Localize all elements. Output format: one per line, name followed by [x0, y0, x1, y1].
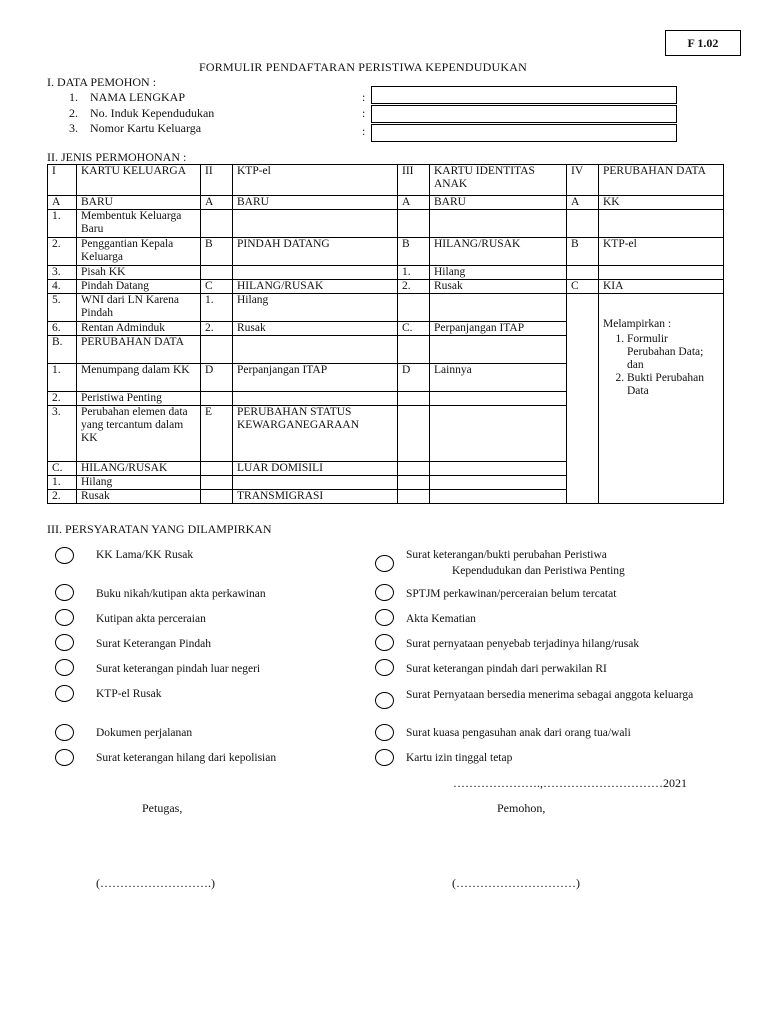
ktp-item-cell — [233, 392, 398, 406]
table-row — [48, 196, 724, 210]
ktp-item-cell — [233, 336, 398, 364]
requirement-checkbox[interactable] — [375, 749, 394, 766]
petugas-name-line: (……………………….) — [96, 876, 215, 890]
field-num: 2. — [69, 106, 78, 120]
requirement-label: Surat Pernyataan bersedia menerima sebagai anggota keluarga — [406, 689, 694, 701]
kia-item-cell: Rusak — [430, 280, 567, 294]
kk-code-cell: 1. — [48, 364, 77, 392]
kia-code-cell: III — [398, 165, 430, 196]
field-colon: : — [362, 90, 366, 104]
kk-code-cell: 2. — [48, 392, 77, 406]
kia-item-cell: HILANG/RUSAK — [430, 238, 567, 266]
ktp-code-cell — [201, 336, 233, 364]
melampirkan-item: 2. Bukti Perubahan Data — [627, 372, 719, 398]
requirement-label: Surat pernyataan penyebab terjadinya hilang/rusak — [406, 638, 640, 650]
requirement-checkbox[interactable] — [55, 659, 74, 676]
kia-item-cell — [430, 406, 567, 462]
table-row — [48, 266, 724, 280]
nik-field[interactable] — [371, 105, 677, 123]
requirement-checkbox[interactable] — [55, 584, 74, 601]
requirement-label: Kutipan akta perceraian — [96, 613, 206, 625]
requirement-label: KK Lama/KK Rusak — [96, 549, 194, 561]
ktp-code-cell: B — [201, 238, 233, 266]
kia-code-cell: D — [398, 364, 430, 392]
nomor-kk-field[interactable] — [371, 124, 677, 142]
pd-code-cell: IV — [567, 165, 599, 196]
requirement-label: Surat Keterangan Pindah — [96, 638, 211, 650]
form-code: F 1.02 — [665, 30, 741, 56]
kia-item-cell — [430, 476, 567, 490]
kk-item-cell: Menumpang dalam KK — [77, 364, 201, 392]
kk-item-cell: PERUBAHAN DATA — [77, 336, 201, 364]
kia-item-cell — [430, 392, 567, 406]
ktp-code-cell: E — [201, 406, 233, 462]
kia-code-cell — [398, 462, 430, 476]
nama-lengkap-label: NAMA LENGKAP — [90, 90, 186, 104]
ktp-code-cell — [201, 210, 233, 238]
kia-item-cell: Hilang — [430, 266, 567, 280]
requirement-label: SPTJM perkawinan/perceraian belum tercatat — [406, 588, 617, 600]
kk-code-cell: 1. — [48, 210, 77, 238]
field-colon: : — [362, 106, 366, 120]
ktp-item-cell — [233, 476, 398, 490]
kk-code-cell: 5. — [48, 294, 77, 322]
kk-item-cell: Penggantian Kepala Keluarga — [77, 238, 201, 266]
melampirkan-cell — [599, 294, 724, 504]
petugas-label: Petugas, — [142, 801, 183, 815]
kia-item-cell — [430, 336, 567, 364]
requirement-label: Surat keterangan hilang dari kepolisian — [96, 752, 277, 764]
requirement-checkbox[interactable] — [375, 659, 394, 676]
kk-item-cell: Hilang — [77, 476, 201, 490]
pemohon-name-line: (…………………………) — [452, 876, 580, 890]
pd-item-cell — [599, 210, 724, 238]
ktp-code-cell: II — [201, 165, 233, 196]
section1-heading: I. DATA PEMOHON : — [47, 75, 157, 89]
pd-item-cell: KIA — [599, 280, 724, 294]
kk-item-cell: KARTU KELUARGA — [77, 165, 201, 196]
pd-item-cell — [599, 266, 724, 280]
requirement-checkbox[interactable] — [55, 749, 74, 766]
kk-code-cell: 6. — [48, 322, 77, 336]
requirement-checkbox[interactable] — [375, 584, 394, 601]
kk-code-cell: C. — [48, 462, 77, 476]
kia-item-cell: Perpanjangan ITAP — [430, 322, 567, 336]
ktp-code-cell — [201, 392, 233, 406]
kk-item-cell: Pindah Datang — [77, 280, 201, 294]
kk-code-cell: 2. — [48, 490, 77, 504]
kk-item-cell: BARU — [77, 196, 201, 210]
kia-code-cell — [398, 210, 430, 238]
ktp-item-cell: Perpanjangan ITAP — [233, 364, 398, 392]
requirement-checkbox[interactable] — [55, 685, 74, 702]
ktp-item-cell: LUAR DOMISILI — [233, 462, 398, 476]
kia-item-cell — [430, 462, 567, 476]
requirement-checkbox[interactable] — [375, 724, 394, 741]
kia-item-cell — [430, 294, 567, 322]
kia-code-cell: 2. — [398, 280, 430, 294]
pd-code-cell — [567, 210, 599, 238]
kk-item-cell: WNI dari LN Karena Pindah — [77, 294, 201, 322]
kk-item-cell: Membentuk Keluarga Baru — [77, 210, 201, 238]
kk-item-cell: Pisah KK — [77, 266, 201, 280]
ktp-code-cell — [201, 490, 233, 504]
date-line: ………………….,…………………………2021 — [453, 776, 687, 790]
kia-item-cell — [430, 210, 567, 238]
requirement-checkbox[interactable] — [375, 692, 394, 709]
requirement-checkbox[interactable] — [55, 724, 74, 741]
field-num: 3. — [69, 121, 78, 135]
kia-item-cell: KARTU IDENTITAS ANAK — [430, 165, 567, 196]
table-cell — [567, 294, 599, 504]
ktp-code-cell: D — [201, 364, 233, 392]
kk-item-cell: Rusak — [77, 490, 201, 504]
kk-item-cell: Perubahan elemen data yang tercantum dalam KK — [77, 406, 201, 462]
pd-item-cell: PERUBAHAN DATA — [599, 165, 724, 196]
kk-item-cell: HILANG/RUSAK — [77, 462, 201, 476]
melampirkan-list — [603, 333, 719, 398]
requirement-label: Surat keterangan pindah dari perwakilan RI — [406, 663, 607, 675]
kk-code-cell: 1. — [48, 476, 77, 490]
requirement-checkbox[interactable] — [375, 634, 394, 651]
kia-code-cell: C. — [398, 322, 430, 336]
requirement-checkbox[interactable] — [375, 555, 394, 572]
ktp-code-cell: A — [201, 196, 233, 210]
requirement-label: Kependudukan dan Peristiwa Penting — [452, 565, 625, 577]
kia-item-cell: Lainnya — [430, 364, 567, 392]
ktp-item-cell: PERUBAHAN STATUS KEWARGANEGARAAN — [233, 406, 398, 462]
pd-code-cell — [567, 266, 599, 280]
field-num: 1. — [69, 90, 78, 104]
kia-item-cell: BARU — [430, 196, 567, 210]
kk-item-cell: Rentan Adminduk — [77, 322, 201, 336]
nama-lengkap-field[interactable] — [371, 86, 677, 104]
kk-code-cell: A — [48, 196, 77, 210]
ktp-item-cell — [233, 266, 398, 280]
ktp-code-cell — [201, 476, 233, 490]
melampirkan-title: Melampirkan : — [603, 318, 672, 330]
ktp-item-cell: TRANSMIGRASI — [233, 490, 398, 504]
nomor-kk-label: Nomor Kartu Keluarga — [90, 121, 202, 135]
pd-code-cell: A — [567, 196, 599, 210]
kia-item-cell — [430, 490, 567, 504]
field-colon: : — [362, 124, 366, 138]
table-row — [48, 280, 724, 294]
requirement-label: Surat keterangan pindah luar negeri — [96, 663, 261, 675]
ktp-code-cell: C — [201, 280, 233, 294]
ktp-item-cell: KTP-el — [233, 165, 398, 196]
requirement-checkbox[interactable] — [55, 634, 74, 651]
pd-item-cell: KK — [599, 196, 724, 210]
table-row — [48, 238, 724, 266]
ktp-item-cell — [233, 210, 398, 238]
kia-code-cell — [398, 476, 430, 490]
ktp-code-cell: 1. — [201, 294, 233, 322]
requirement-checkbox[interactable] — [55, 609, 74, 626]
pd-code-cell: B — [567, 238, 599, 266]
ktp-item-cell: Rusak — [233, 322, 398, 336]
pemohon-label: Pemohon, — [497, 801, 546, 815]
kk-code-cell: 2. — [48, 238, 77, 266]
table-row — [48, 165, 724, 196]
ktp-code-cell — [201, 462, 233, 476]
requirement-label: Surat kuasa pengasuhan anak dari orang tua/wali — [406, 727, 631, 739]
pd-item-cell: KTP-el — [599, 238, 724, 266]
requirement-label: Surat keterangan/bukti perubahan Peristiwa — [406, 549, 607, 561]
requirement-checkbox[interactable] — [55, 547, 74, 564]
kia-code-cell — [398, 392, 430, 406]
kia-code-cell: B — [398, 238, 430, 266]
table-row — [48, 294, 724, 322]
requirement-label: KTP-el Rusak — [96, 688, 162, 700]
requirement-label: Buku nikah/kutipan akta perkawinan — [96, 588, 266, 600]
table-row — [48, 210, 724, 238]
requirement-label: Kartu izin tinggal tetap — [406, 752, 513, 764]
kia-code-cell: A — [398, 196, 430, 210]
kk-code-cell: 3. — [48, 266, 77, 280]
ktp-code-cell — [201, 266, 233, 280]
kia-code-cell — [398, 490, 430, 504]
pd-code-cell: C — [567, 280, 599, 294]
ktp-item-cell: PINDAH DATANG — [233, 238, 398, 266]
ktp-code-cell: 2. — [201, 322, 233, 336]
nik-label: No. Induk Kependudukan — [90, 106, 215, 120]
kk-code-cell: 3. — [48, 406, 77, 462]
kia-code-cell — [398, 336, 430, 364]
jenis-permohonan-table — [47, 164, 724, 504]
ktp-item-cell: BARU — [233, 196, 398, 210]
requirement-label: Akta Kematian — [406, 613, 476, 625]
melampirkan-item: 1. Formulir Perubahan Data; dan — [627, 333, 719, 372]
kia-code-cell — [398, 294, 430, 322]
requirement-checkbox[interactable] — [375, 609, 394, 626]
kk-item-cell: Peristiwa Penting — [77, 392, 201, 406]
kk-code-cell: I — [48, 165, 77, 196]
kk-code-cell: B. — [48, 336, 77, 364]
section3-heading: III. PERSYARATAN YANG DILAMPIRKAN — [47, 522, 272, 536]
kk-code-cell: 4. — [48, 280, 77, 294]
kia-code-cell — [398, 406, 430, 462]
ktp-item-cell: HILANG/RUSAK — [233, 280, 398, 294]
kia-code-cell: 1. — [398, 266, 430, 280]
section2-heading: II. JENIS PERMOHONAN : — [47, 150, 187, 164]
form-title: FORMULIR PENDAFTARAN PERISTIWA KEPENDUDUKAN — [199, 60, 527, 74]
requirement-label: Dokumen perjalanan — [96, 727, 193, 739]
ktp-item-cell: Hilang — [233, 294, 398, 322]
